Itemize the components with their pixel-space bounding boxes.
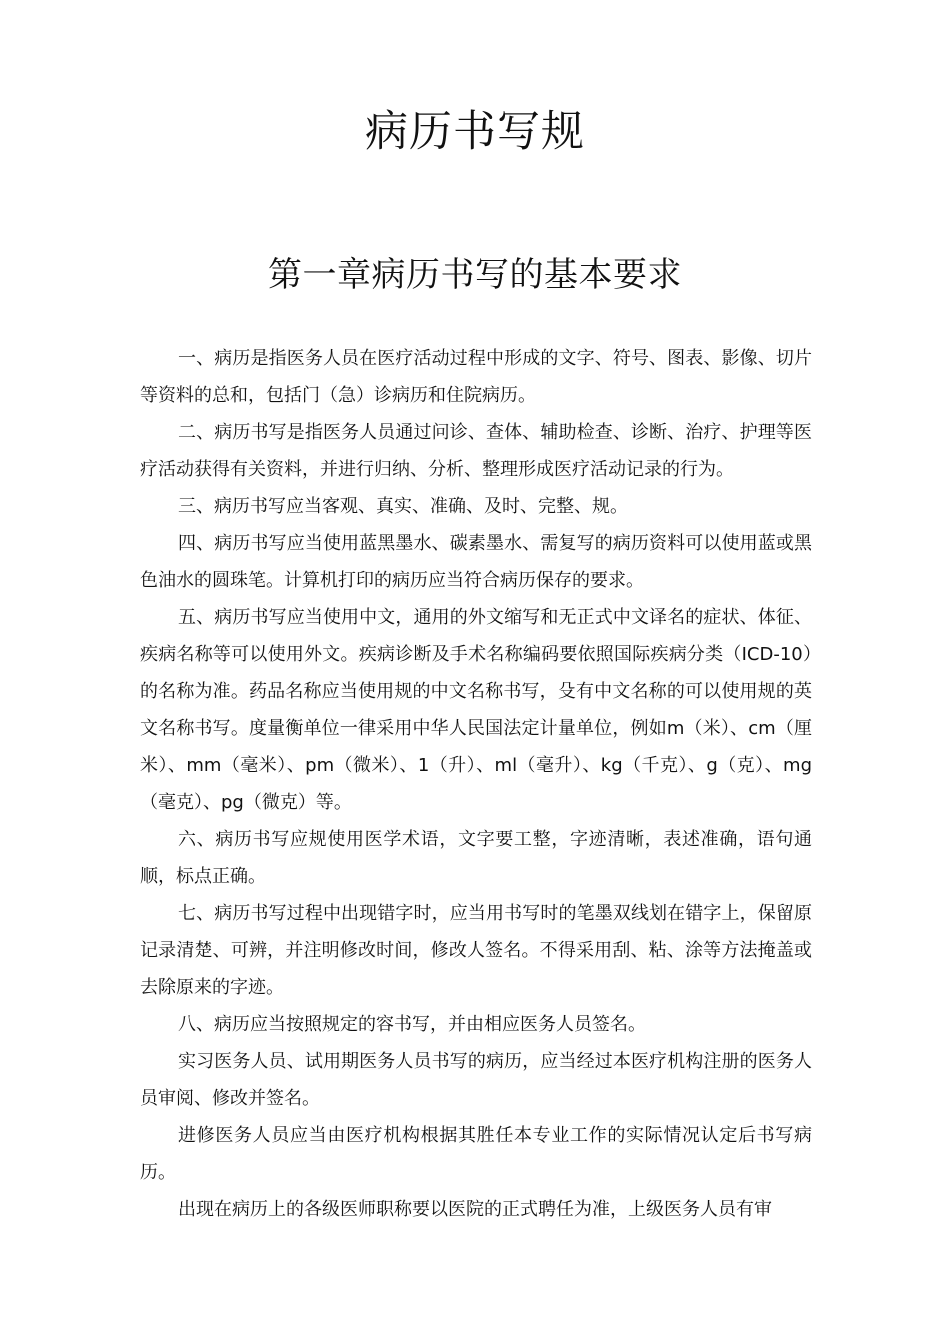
paragraph: 四、病历书写应当使用蓝黑墨水、碳素墨水、需复写的病历资料可以使用蓝或黑色油水的圆珠笔。计算机打印的病历应当符合病历保存的要求。	[140, 533, 812, 591]
paragraph: 八、病历应当按照规定的容书写，并由相应医务人员签名。	[178, 1014, 646, 1035]
paragraph: 三、病历书写应当客观、真实、准确、及时、完整、规。	[178, 496, 628, 517]
paragraph: 出现在病历上的各级医师职称要以医院的正式聘任为准，上级医务人员有审	[178, 1199, 772, 1220]
paragraph: 二、病历书写是指医务人员通过问诊、查体、辅助检查、诊断、治疗、护理等医疗活动获得有关资料，并进行归纳、分析、整理形成医疗活动记录的行为。	[140, 422, 812, 480]
paragraph: 实习医务人员、试用期医务人员书写的病历，应当经过本医疗机构注册的医务人员审阅、修改并签名。	[140, 1051, 812, 1109]
paragraph: 七、病历书写过程中出现错字时，应当用书写时的笔墨双线划在错字上，保留原记录清楚、可辨，并注明修改时间，修改人签名。不得采用刮、粘、涂等方法掩盖或去除原来的字迹。	[140, 903, 812, 998]
paragraph: 进修医务人员应当由医疗机构根据其胜任本专业工作的实际情况认定后书写病历。	[140, 1125, 812, 1183]
paragraph: 一、病历是指医务人员在医疗活动过程中形成的文字、符号、图表、影像、切片等资料的总和，包括门（急）诊病历和住院病历。	[140, 348, 812, 406]
paragraph: 五、病历书写应当使用中文，通用的外文缩写和无正式中文译名的症状、体征、疾病名称等可以使用外文。疾病诊断及手术名称编码要依照国际疾病分类（ICD-10）的名称为准。药品名称应当使用规的中文名称书写，殳有中文名称的可以使用规的英文名称书写。度量衡单位一律采用中华人民国法定计量单位，例如m（米）、cm（厘米）、mm（毫米）、pm（微米）、1（升）、ml（毫升）、kg（千克）、g（克）、mg（毫克）、pg（微克）等。	[140, 607, 812, 813]
paragraph: 六、病历书写应规使用医学术语，文字要工整，字迹清晰，表述准确，语句通顺，标点正确。	[140, 829, 812, 887]
chapter-title: 第一章病历书写的基本要求	[268, 255, 682, 295]
document-body	[140, 340, 812, 1228]
document-title: 病历书写规	[365, 107, 585, 157]
